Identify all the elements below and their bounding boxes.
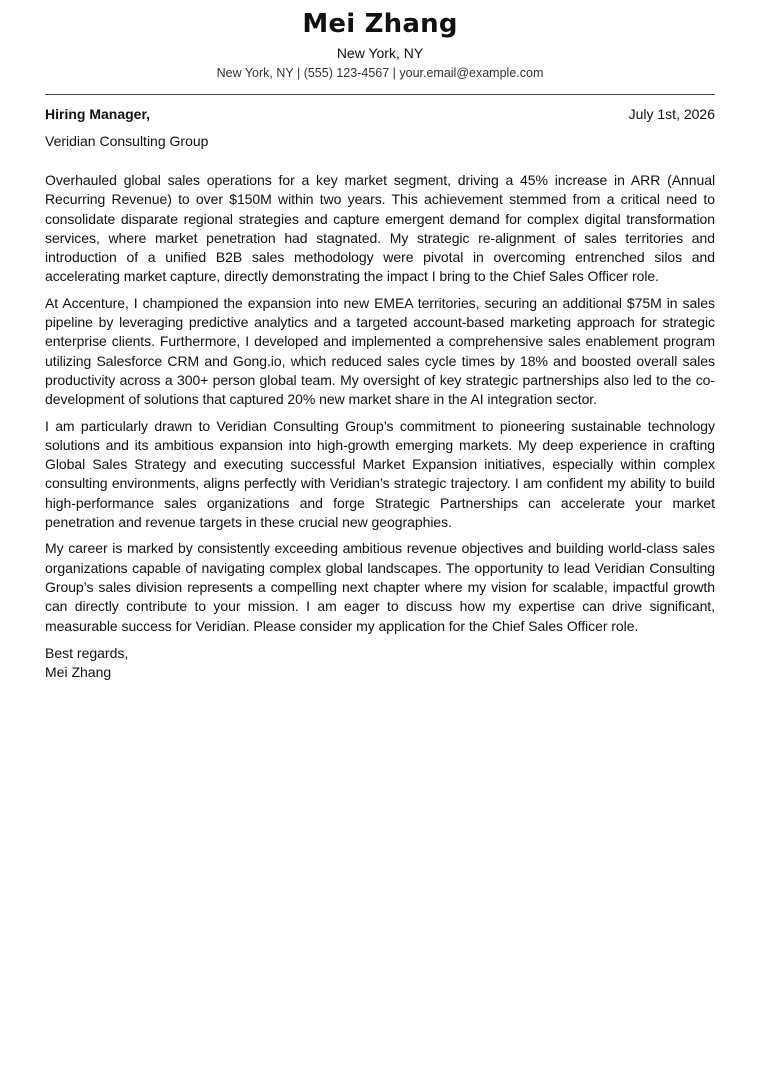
recipient-company: Veridian Consulting Group [45,133,209,149]
closing-phrase: Best regards, [45,644,129,661]
sender-contact-line: New York, NY | (555) 123-4567 | your.email@example.com [216,66,544,80]
letter-closing [45,644,715,682]
recipient-salutation: Hiring Manager, [45,106,151,122]
header-divider [45,94,715,95]
body-paragraph-3: I am particularly drawn to Veridian Consulting Group’s commitment to pioneering sustainable technology solutions and its ambitious expansion into high-growth emerging markets. My deep experience in crafting Global Sales Strategy and executing successful Market Expansion initiatives, especially within complex consulting environments, aligns perfectly with Veridian’s strategic trajectory. I am confident my ability to build high-performance sales organizations and forge Strategic Partnerships can accelerate your market penetration and revenue targets in these crucial new geographies. [45,417,715,531]
letter-date: July 1st, 2026 [628,106,715,122]
letter-body [45,171,715,636]
sender-name: Mei Zhang [302,9,458,39]
letter-header [45,0,715,81]
body-paragraph-1: Overhauled global sales operations for a key market segment, driving a 45% increase in ARR (Annual Recurring Revenue) to over $150M within two years. This achievement stemmed from a critical need to consolidate disparate regional strategies and capture emergent demand for complex digital transformation services, where market penetration had stagnated. My strategic re-alignment of sales territories and introduction of a unified B2B sales methodology were pivotal in overcoming entrenched silos and accelerating market capture, directly demonstrating the impact I bring to the Chief Sales Officer role. [45,172,715,285]
signature-name: Mei Zhang [45,663,112,680]
body-paragraph-2: At Accenture, I championed the expansion into new EMEA territories, securing an additional $75M in sales pipeline by leveraging predictive analytics and a targeted account-based marketing approach for strategic enterprise clients. Furthermore, I developed and implemented a comprehensive sales enablement program utilizing Salesforce CRM and Gong.io, which reduced sales cycle times by 18% and boosted overall sales productivity across a 300+ person global team. My oversight of key strategic partnerships also led to the co-development of solutions that captured 20% new market share in the AI integration sector. [45,294,715,408]
sender-location: New York, NY [336,45,424,61]
body-paragraph-4: My career is marked by consistently exceeding ambitious revenue objectives and building world-class sales organizations capable of navigating complex global landscapes. The opportunity to lead Veridian Consulting Group’s sales division represents a compelling next chapter where my vision for scalable, impactful growth can directly contribute to your mission. I am eager to discuss how my expertise can drive significant, measurable success for Veridian. Please consider my application for the Chief Sales Officer role. [45,540,715,634]
recipient-date-row [45,105,715,123]
